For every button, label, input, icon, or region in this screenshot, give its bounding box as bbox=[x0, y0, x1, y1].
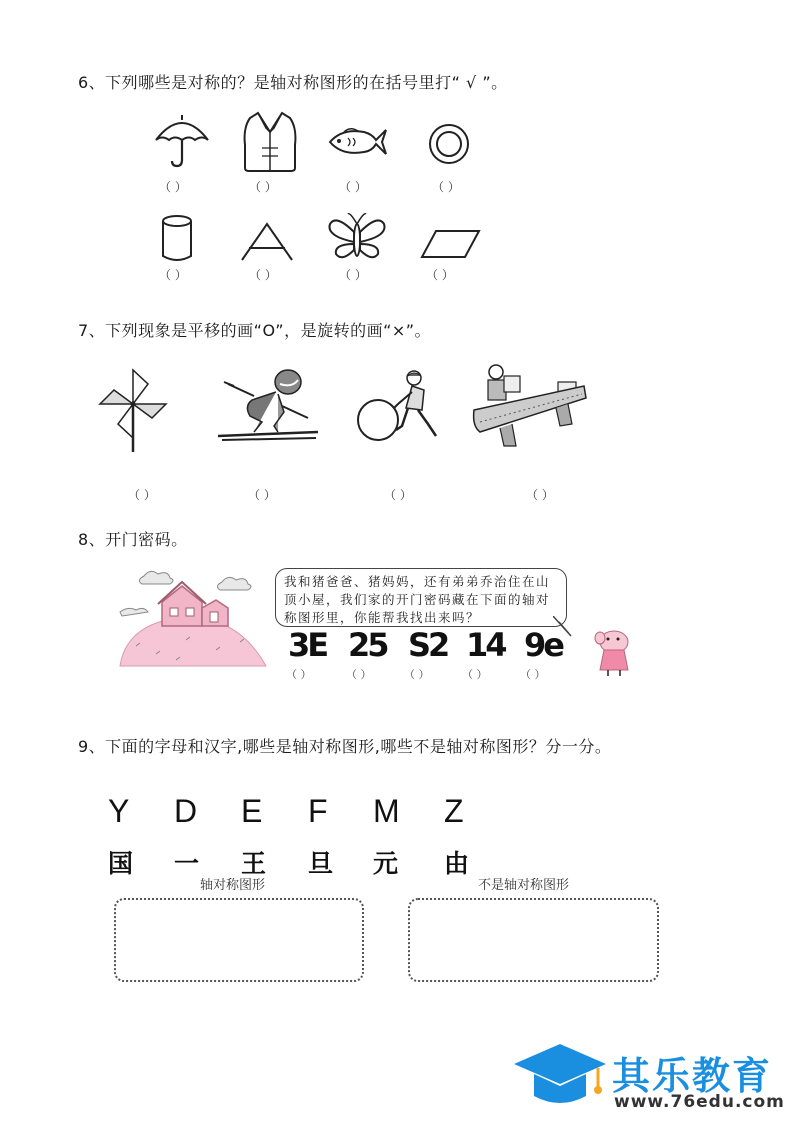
ring-icon bbox=[427, 122, 471, 166]
question-8-title: 8、开门密码。 bbox=[78, 530, 188, 549]
speech-bubble bbox=[275, 568, 567, 627]
q6-paren-3[interactable]: （ ） bbox=[339, 180, 367, 194]
letter-4: F bbox=[308, 793, 328, 829]
code-figure-1: 3E bbox=[288, 626, 327, 664]
hanzi-2: 一 bbox=[174, 849, 200, 878]
q8-paren-3[interactable]: （ ） bbox=[404, 668, 430, 681]
hanzi-5: 元 bbox=[373, 849, 399, 878]
q6-paren-7[interactable]: （ ） bbox=[339, 268, 367, 282]
code-figure-4: 14 bbox=[466, 626, 505, 664]
vest-icon bbox=[240, 110, 300, 174]
letter-1: Y bbox=[108, 793, 130, 829]
pinwheel-icon bbox=[96, 364, 170, 454]
triangle-shape-icon bbox=[240, 220, 294, 262]
q8-paren-5[interactable]: （ ） bbox=[520, 668, 546, 681]
non-symmetric-box-label: 不是轴对称图形 bbox=[478, 878, 570, 893]
q6-paren-6[interactable]: （ ） bbox=[249, 268, 277, 282]
code-figure-3: S2 bbox=[408, 626, 448, 664]
q8-paren-2[interactable]: （ ） bbox=[346, 668, 372, 681]
hanzi-1: 国 bbox=[108, 849, 134, 878]
peppa-pig-icon bbox=[592, 628, 636, 678]
hill-house-illustration bbox=[116, 566, 268, 670]
code-figure-2: 25 bbox=[348, 626, 387, 664]
umbrella-icon bbox=[152, 112, 212, 170]
brand-url: www.76edu.com bbox=[614, 1092, 785, 1112]
conveyor-belt-icon bbox=[470, 362, 590, 452]
hanzi-6: 由 bbox=[444, 849, 470, 878]
q7-paren-1[interactable]: （ ） bbox=[128, 488, 156, 502]
question-6-title: 6、下列哪些是对称的？是轴对称图形的在括号里打“ √ ”。 bbox=[78, 73, 508, 92]
letter-6: Z bbox=[444, 793, 464, 829]
q6-paren-8[interactable]: （ ） bbox=[426, 268, 454, 282]
q6-paren-4[interactable]: （ ） bbox=[432, 180, 460, 194]
parallelogram-icon bbox=[420, 228, 482, 260]
letter-3: E bbox=[241, 793, 263, 829]
question-9-title: 9、下面的字母和汉字,哪些是轴对称图形,哪些不是轴对称图形？分一分。 bbox=[78, 737, 612, 756]
butterfly-icon bbox=[326, 212, 388, 262]
letter-2: D bbox=[174, 793, 198, 829]
q6-paren-5[interactable]: （ ） bbox=[159, 268, 187, 282]
q8-paren-4[interactable]: （ ） bbox=[462, 668, 488, 681]
q8-paren-1[interactable]: （ ） bbox=[286, 668, 312, 681]
code-figure-5: 9e bbox=[524, 626, 562, 664]
q6-paren-1[interactable]: （ ） bbox=[159, 180, 187, 194]
cylinder-icon bbox=[160, 214, 194, 264]
hanzi-3: 王 bbox=[241, 849, 267, 878]
speech-bubble-text: 我和猪爸爸、猪妈妈，还有弟弟乔治住在山顶小屋，我们家的开门密码藏在下面的轴对称图形里，你能帮我找出来吗？ bbox=[284, 574, 551, 625]
q7-paren-3[interactable]: （ ） bbox=[384, 488, 412, 502]
hanzi-4: 旦 bbox=[308, 849, 334, 878]
brand-name: 其乐教育 bbox=[612, 1054, 773, 1098]
q7-paren-4[interactable]: （ ） bbox=[526, 488, 554, 502]
fish-icon bbox=[326, 124, 388, 160]
symmetric-box-label: 轴对称图形 bbox=[200, 878, 266, 893]
q6-paren-2[interactable]: （ ） bbox=[249, 180, 277, 194]
symmetric-answer-box[interactable] bbox=[114, 898, 364, 982]
q7-paren-2[interactable]: （ ） bbox=[248, 488, 276, 502]
boy-rolling-ball-icon bbox=[356, 368, 452, 448]
question-7-title: 7、下列现象是平移的画“O”，是旋转的画“×”。 bbox=[78, 321, 432, 340]
letter-5: M bbox=[373, 793, 400, 829]
graduation-cap-icon bbox=[510, 1040, 610, 1112]
skier-icon bbox=[214, 366, 320, 444]
non-symmetric-answer-box[interactable] bbox=[408, 898, 659, 982]
